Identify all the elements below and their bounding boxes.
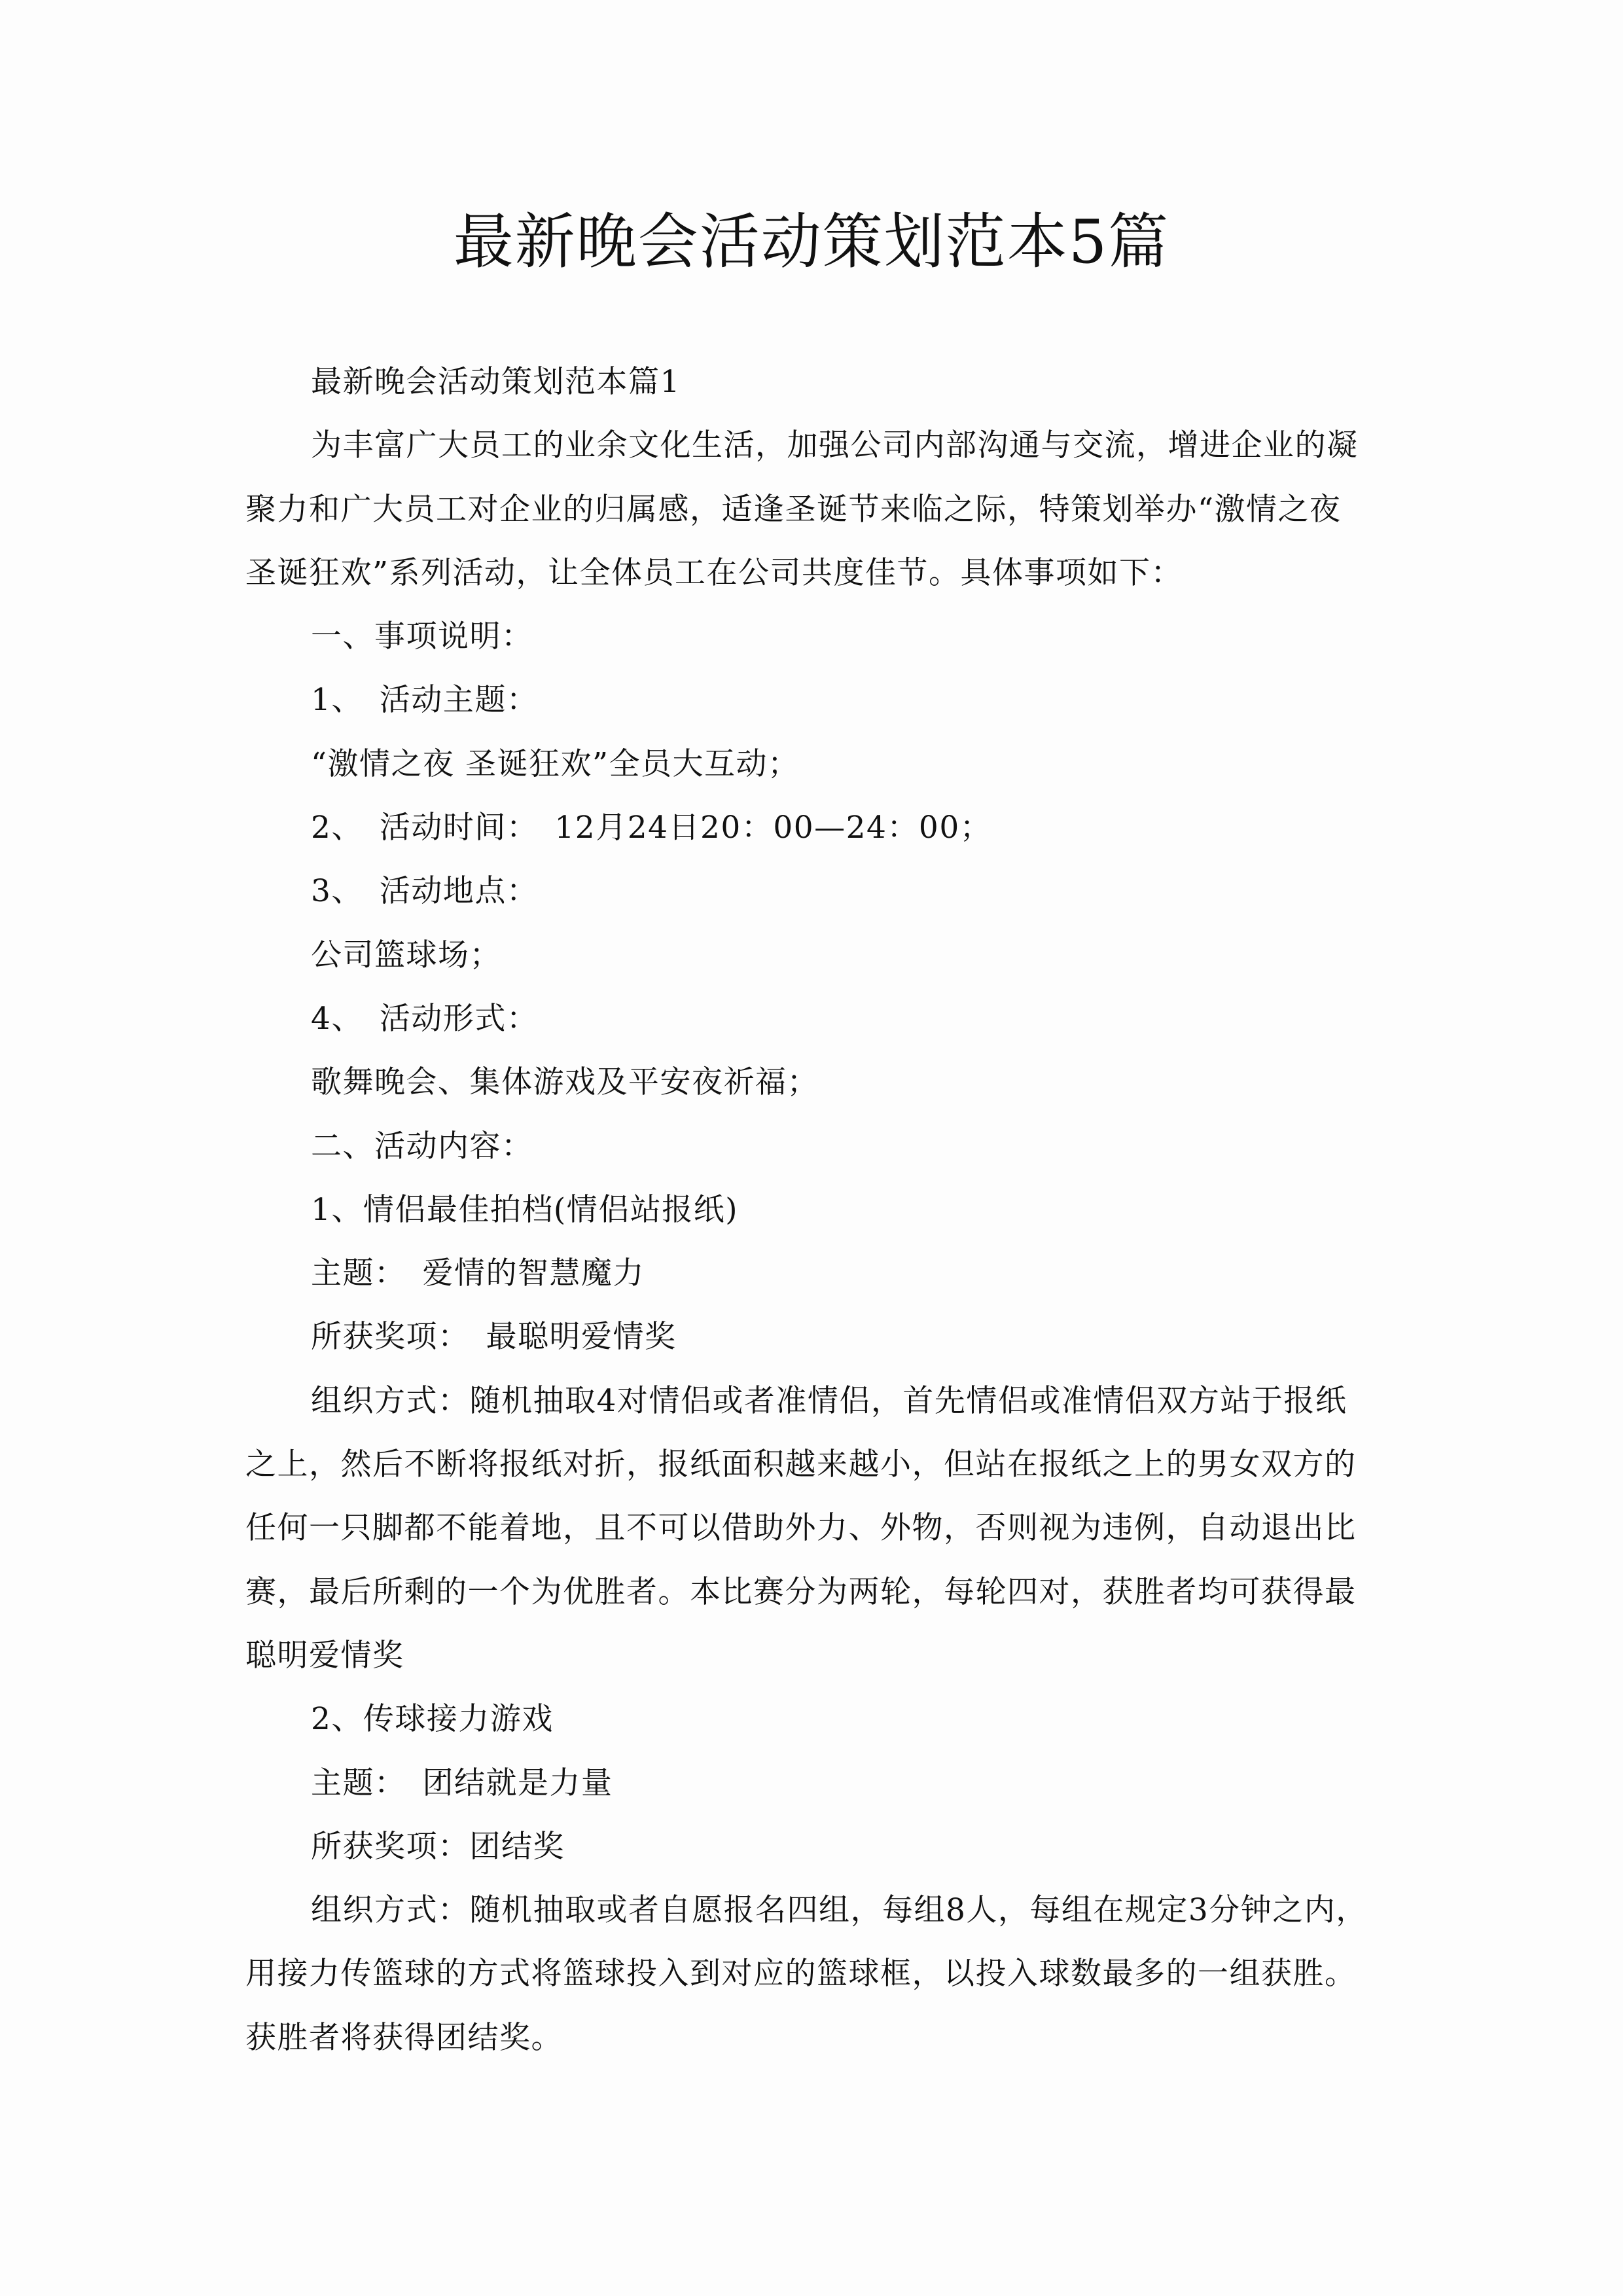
item-location-value: 公司篮球场； [311, 937, 501, 973]
item-theme-value: “激情之夜 圣诞狂欢”全员大互动； [311, 745, 800, 782]
activity-method-line: 组织方式：随机抽取或者自愿报名四组，每组8人，每组在规定3分钟之内， [311, 1892, 1368, 1929]
intro-paragraph-line: 圣诞狂欢”系列活动，让全体员工在公司共度佳节。具体事项如下： [245, 554, 1183, 591]
activity-method-line: 之上，然后不断将报纸对折，报纸面积越来越小，但站在报纸之上的男女双方的 [245, 1446, 1357, 1483]
activity-name: 1、情侣最佳拍档(情侣站报纸) [311, 1191, 739, 1228]
document-title: 最新晚会活动策划范本5篇 [453, 207, 1170, 277]
document-body [245, 350, 1381, 2070]
activity-name: 2、传球接力游戏 [311, 1701, 554, 1738]
intro-paragraph-line: 为丰富广大员工的业余文化生活，加强公司内部沟通与交流，增进企业的凝 [311, 427, 1359, 464]
activity-award: 所获奖项： 最聪明爱情奖 [311, 1319, 677, 1355]
item-location-label: 3、 活动地点： [311, 873, 539, 910]
item-time-label: 2、 活动时间： 12月24日20：00—24：00； [311, 810, 992, 846]
item-format-value: 歌舞晚会、集体游戏及平安夜祈福； [311, 1064, 819, 1101]
activity-method-line: 组织方式：随机抽取4对情侣或者准情侣，首先情侣或准情侣双方站于报纸 [311, 1382, 1347, 1419]
section-heading: 最新晚会活动策划范本篇1 [311, 364, 681, 400]
activity-theme: 主题： 团结就是力量 [311, 1765, 613, 1801]
activity-theme: 主题： 爱情的智慧魔力 [311, 1255, 645, 1292]
activity-method-line: 用接力传篮球的方式将篮球投入到对应的篮球框，以投入球数最多的一组获胜。 [245, 1956, 1357, 1992]
activity-method-line: 获胜者将获得团结奖。 [245, 2019, 563, 2056]
activity-award: 所获奖项：团结奖 [311, 1828, 565, 1865]
intro-paragraph-line: 聚力和广大员工对企业的归属感，适逢圣诞节来临之际，特策划举办“激情之夜 [245, 491, 1342, 528]
activity-method-line: 任何一只脚都不能着地，且不可以借助外力、外物，否则视为违例，自动退出比 [245, 1510, 1357, 1547]
activity-method-line: 聪明爱情奖 [245, 1637, 404, 1674]
part-two-heading: 二、活动内容： [311, 1128, 533, 1164]
activity-method-line: 赛，最后所剩的一个为优胜者。本比赛分为两轮，每轮四对，获胜者均可获得最 [245, 1573, 1357, 1610]
item-format-label: 4、 活动形式： [311, 1000, 539, 1037]
part-one-heading: 一、事项说明： [311, 619, 533, 655]
item-theme-label: 1、 活动主题： [311, 682, 539, 719]
